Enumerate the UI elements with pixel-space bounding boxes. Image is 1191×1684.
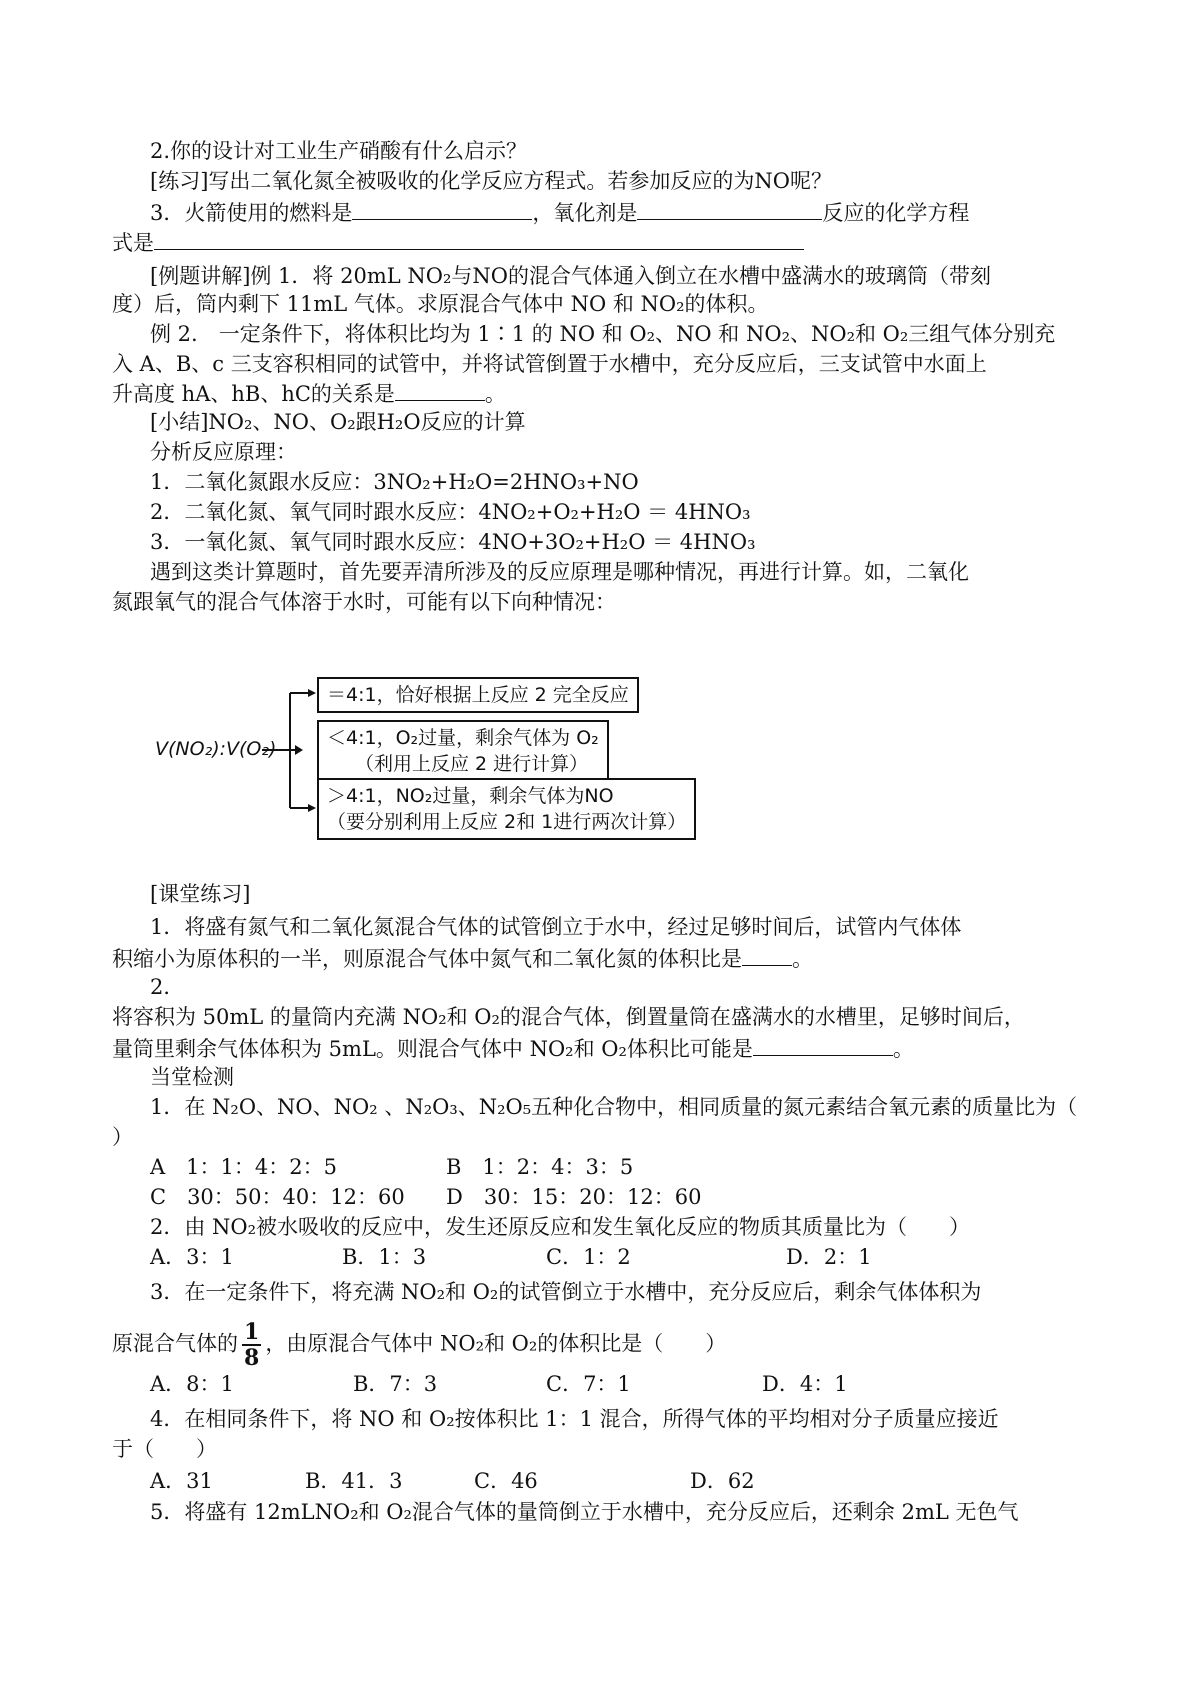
test-1-option-b: B 1：2：4：3：5	[446, 1155, 634, 1179]
test-3-option-c: C．7：1	[546, 1372, 631, 1396]
note-line1: 遇到这类计算题时，首先要弄清所涉及的反应原理是哪种情况，再进行计算。如，二氧化	[150, 560, 969, 584]
case-less-box: ＜4:1，O₂过量，剩余气体为 O₂ （利用上反应 2 进行计算）	[317, 720, 609, 782]
question-3-cont: 式是	[112, 227, 804, 257]
test-2-option-a: A．3：1	[150, 1245, 234, 1269]
example-1-line2: 度）后，筒内剩下 11mL 气体。求原混合气体中 NO 和 NO₂的体积。	[112, 292, 769, 316]
equation-blank	[154, 227, 804, 250]
question-3: 3．火箭使用的燃料是 ，氧化剂是 反应的化学方程	[150, 197, 969, 227]
test-2-line1: 2．由 NO₂被水吸收的反应中，发生还原反应和发生氧化反应的物质其质量比为（ ）	[150, 1215, 971, 1239]
test-title: 当堂检测	[150, 1065, 234, 1089]
summary-title: [小结]NO₂、NO、O₂跟H₂O反应的计算	[150, 410, 526, 434]
practice-1-line2: 积缩小为原体积的一半，则原混合气体中氮气和二氧化氮的体积比是 。	[112, 943, 813, 973]
ratio-case-diagram	[150, 675, 750, 840]
test-4-option-c: C．46	[474, 1469, 538, 1493]
test-3-option-a: A．8：1	[150, 1372, 234, 1396]
test-1-line2: ）	[112, 1125, 133, 1149]
example-2-line1: 例 2. 一定条件下，将体积比均为 1∶1 的 NO 和 O₂、NO 和 NO₂、NO₂和 O₂三组气体分别充	[150, 322, 1056, 346]
practice-2-line2: 量筒里剩余气体体积为 5mL。则混合气体中 NO₂和 O₂体积比可能是 。	[112, 1033, 914, 1063]
question-2: 2.你的设计对工业生产硝酸有什么启示？	[150, 139, 528, 163]
ratio-label: V(NO₂):V(O₂)	[155, 738, 277, 760]
case-greater-box: ＞4:1，NO₂过量，剩余气体为NO （要分别利用上反应 2和 1进行两次计算）	[317, 778, 696, 840]
reaction-3: 3．一氧化氮、氧气同时跟水反应：4NO+3O₂+H₂O ＝ 4HNO₃	[150, 530, 756, 554]
example-2-line2: 入 A、B、c 三支容积相同的试管中，并将试管倒置于水槽中，充分反应后，三支试管中水面上	[112, 352, 987, 376]
test-1-option-d: D 30：15：20：12：60	[446, 1185, 702, 1209]
case-equal-box: ＝4:1，恰好根据上反应 2 完全反应	[317, 677, 639, 713]
oxidizer-blank	[637, 197, 822, 220]
test-1-option-a: A 1：1：4：2：5	[150, 1155, 337, 1179]
test-3-line1: 3．在一定条件下，将充满 NO₂和 O₂的试管倒立于水槽中，充分反应后，剩余气体体积为	[150, 1280, 982, 1304]
example-2-line3: 升高度 hA、hB、hC的关系是 。	[112, 378, 506, 408]
exercise-line: [练习]写出二氧化氮全被吸收的化学反应方程式。若参加反应的为NO呢？	[150, 169, 832, 193]
analysis-heading: 分析反应原理：	[150, 440, 297, 464]
reaction-2: 2．二氧化氮、氧气同时跟水反应：4NO₂+O₂+H₂O ＝ 4HNO₃	[150, 500, 751, 524]
test-4-line2: 于（ ）	[112, 1437, 217, 1461]
test-4-option-a: A．31	[150, 1469, 213, 1493]
test-1-line1: 1．在 N₂O、NO、NO₂ 、N₂O₃、N₂O₅五种化合物中，相同质量的氮元素结合氧元素的质量比为（	[150, 1095, 1078, 1119]
test-5-line1: 5．将盛有 12mLNO₂和 O₂混合气体的量筒倒立于水槽中，充分反应后，还剩余 2mL 无色气	[150, 1500, 1019, 1524]
example-1-line1: [例题讲解]例 1．将 20mL NO₂与NO的混合气体通入倒立在水槽中盛满水的玻璃筒（带刻	[150, 264, 991, 288]
fuel-blank	[352, 197, 532, 220]
test-3-option-b: B．7：3	[353, 1372, 438, 1396]
test-3-option-d: D．4：1	[762, 1372, 848, 1396]
practice-1-blank	[742, 943, 792, 966]
one-eighth-fraction: $\frac{1}{8}$	[244, 1319, 260, 1371]
height-relation-blank	[395, 378, 485, 401]
test-4-option-b: B．41．3	[305, 1469, 403, 1493]
practice-2-number: 2．	[150, 975, 185, 999]
practice-2-line1: 将容积为 50mL 的量筒内充满 NO₂和 O₂的混合气体，倒置量筒在盛满水的水槽里，足够时间后，	[112, 1005, 1025, 1029]
practice-1-line1: 1．将盛有氮气和二氧化氮混合气体的试管倒立于水中，经过足够时间后，试管内气体体	[150, 915, 962, 939]
reaction-1: 1．二氧化氮跟水反应：3NO₂+H₂O=2HNO₃+NO	[150, 470, 639, 494]
note-line2: 氮跟氧气的混合气体溶于水时，可能有以下向种情况：	[112, 590, 616, 614]
test-3-line2: 原混合气体的 $\frac{1}{8}$ ，由原混合气体中 NO₂和 O₂的体积比是（ ）	[112, 1319, 727, 1371]
test-2-option-c: C．1：2	[546, 1245, 631, 1269]
test-4-option-d: D．62	[690, 1469, 755, 1493]
practice-title: [课堂练习]	[150, 882, 251, 906]
test-1-option-c: C 30：50：40：12：60	[150, 1185, 405, 1209]
test-4-line1: 4．在相同条件下，将 NO 和 O₂按体积比 1：1 混合，所得气体的平均相对分子质量应接近	[150, 1407, 999, 1431]
practice-2-blank	[753, 1033, 893, 1056]
test-2-option-d: D．2：1	[786, 1245, 872, 1269]
test-2-option-b: B．1：3	[342, 1245, 427, 1269]
